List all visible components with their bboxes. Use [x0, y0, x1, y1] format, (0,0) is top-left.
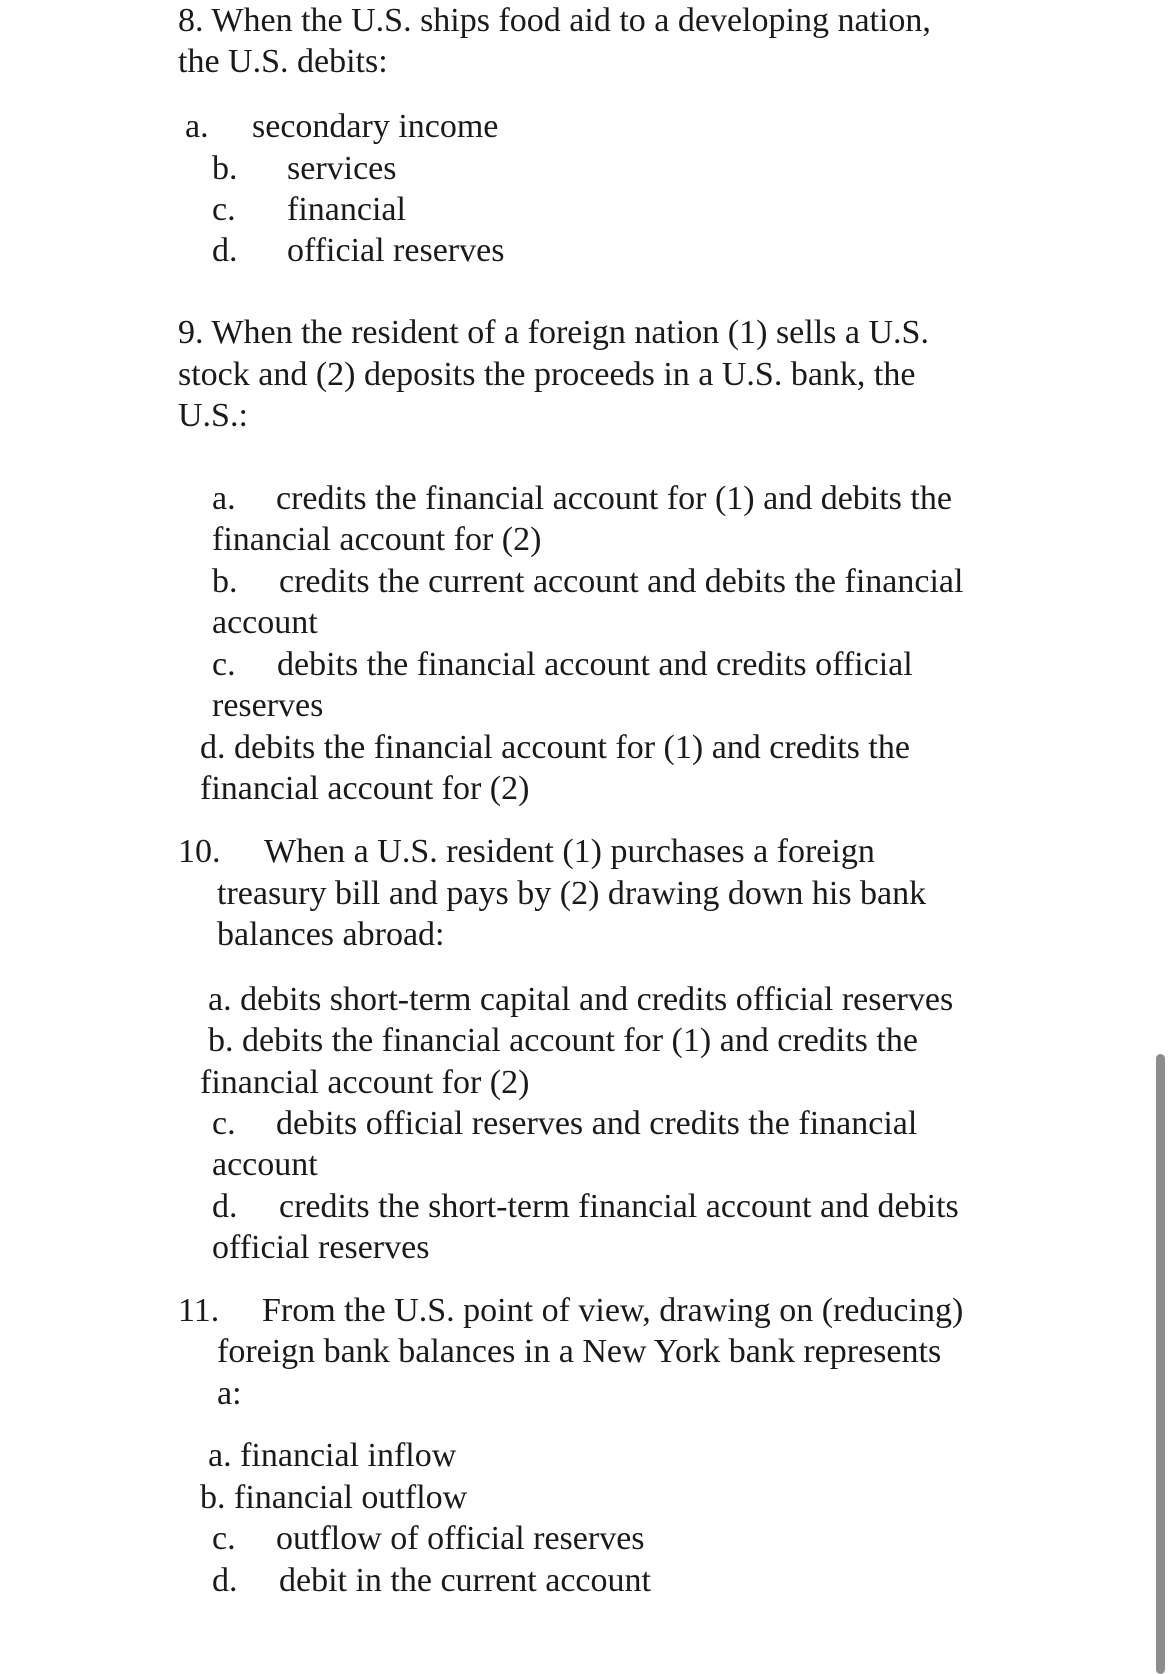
option-text: d. debits the financial account for (1) and credits the — [200, 729, 910, 766]
option-text: services — [287, 150, 397, 187]
option-text: debit in the current account — [279, 1562, 651, 1599]
option-text-continued: financial account for (2) — [200, 1064, 530, 1101]
question-9-stem-line-1: 9. When the resident of a foreign nation (1) sells a U.S. — [178, 314, 929, 351]
option-letter: c. — [212, 1520, 236, 1557]
option-letter: c. — [212, 1105, 236, 1142]
option-text: debits the financial account and credits official — [277, 646, 913, 683]
option-letter: a. — [185, 108, 209, 145]
question-number: 10. — [178, 833, 221, 870]
option-text: b. debits the financial account for (1) and credits the — [208, 1022, 918, 1059]
question-9-stem-line-2: stock and (2) deposits the proceeds in a U.S. bank, the — [178, 356, 916, 393]
option-text-continued: account — [212, 604, 318, 641]
option-text-continued: reserves — [212, 687, 324, 724]
question-8-stem-line-2: the U.S. debits: — [178, 43, 388, 80]
option-text-continued: financial account for (2) — [212, 521, 542, 558]
option-text: secondary income — [252, 108, 499, 145]
question-10-stem-line-3: balances abroad: — [217, 916, 445, 953]
option-text: a. debits short-term capital and credits official reserves — [208, 981, 954, 1018]
option-text-continued: official reserves — [212, 1229, 430, 1266]
option-text: credits the financial account for (1) and debits the — [276, 480, 952, 517]
option-letter: c. — [212, 191, 236, 228]
option-text: financial — [287, 191, 406, 228]
option-text: a. financial inflow — [208, 1437, 457, 1474]
option-text: official reserves — [287, 232, 505, 269]
question-11-stem-line-3: a: — [217, 1375, 242, 1412]
option-letter: c. — [212, 646, 236, 683]
option-letter: b. — [212, 150, 238, 187]
option-text-continued: financial account for (2) — [200, 770, 530, 807]
question-10-stem-line-2: treasury bill and pays by (2) drawing down his bank — [217, 875, 927, 912]
option-text-continued: account — [212, 1146, 318, 1183]
question-11-stem-line-1: From the U.S. point of view, drawing on (reducing) — [262, 1292, 964, 1329]
option-text: outflow of official reserves — [276, 1520, 645, 1557]
option-letter: d. — [212, 1562, 238, 1599]
question-9-stem-line-3: U.S.: — [178, 397, 248, 434]
option-letter: a. — [212, 480, 236, 517]
option-letter: d. — [212, 232, 238, 269]
option-text: credits the short-term financial account and debits — [279, 1188, 959, 1225]
option-text: debits official reserves and credits the financial — [276, 1105, 918, 1142]
question-number: 11. — [178, 1292, 220, 1329]
vertical-scrollbar[interactable] — [1156, 1054, 1165, 1674]
question-8-stem-line-1: 8. When the U.S. ships food aid to a developing nation, — [178, 2, 931, 39]
option-letter: b. — [212, 563, 238, 600]
question-11-stem-line-2: foreign bank balances in a New York bank represents — [217, 1333, 942, 1370]
option-text: credits the current account and debits the financial — [279, 563, 964, 600]
option-text: b. financial outflow — [200, 1479, 468, 1516]
option-letter: d. — [212, 1188, 238, 1225]
question-10-stem-line-1: When a U.S. resident (1) purchases a foreign — [264, 833, 875, 870]
